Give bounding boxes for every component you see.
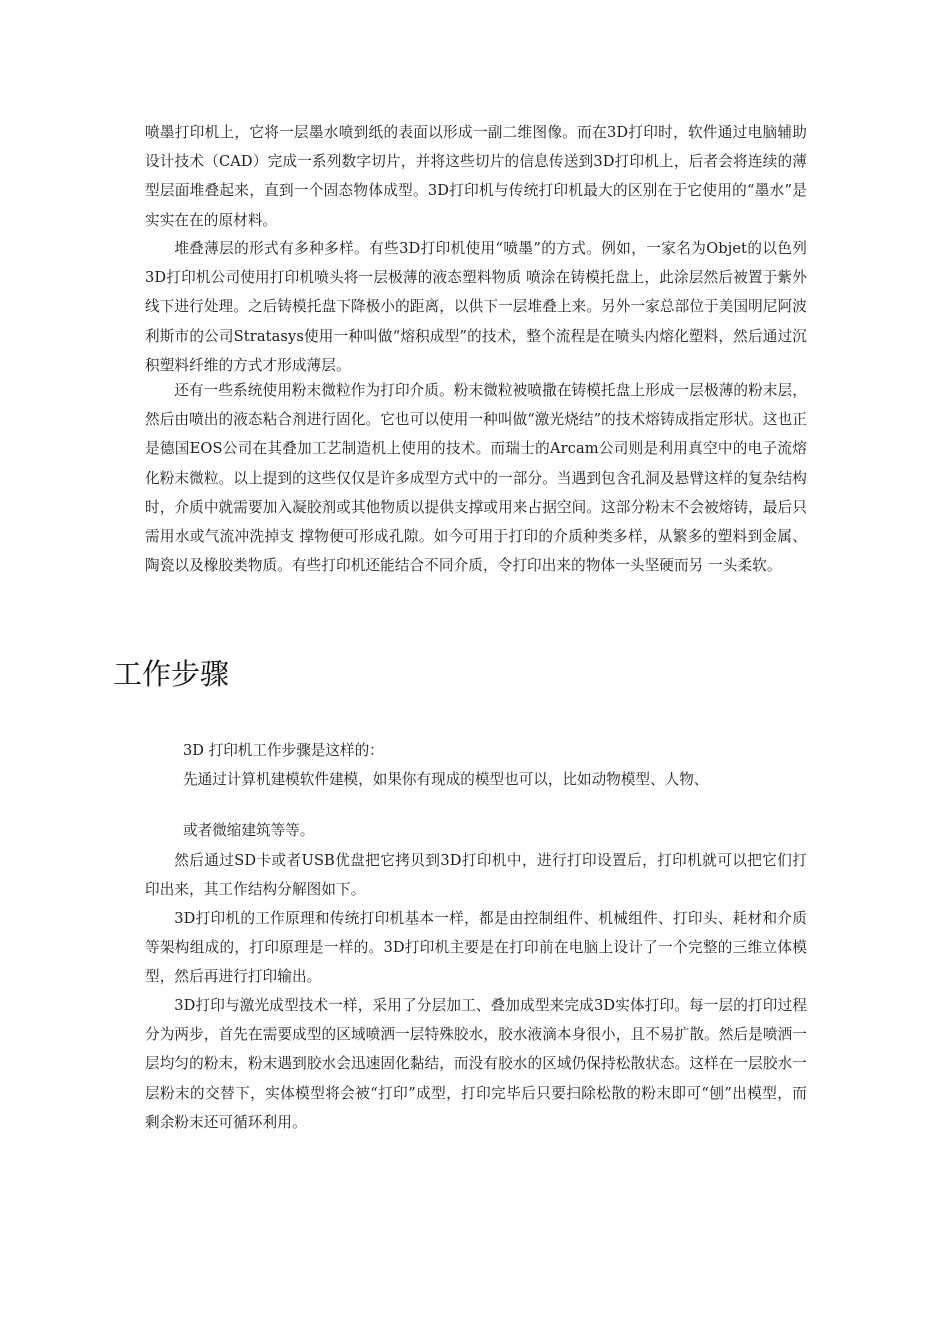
section-heading-work-steps: 工作步骤 — [113, 657, 230, 691]
paragraph-copy-to-printer: 然后通过SD卡或者USB优盘把它拷贝到3D打印机中，进行打印设置后，打印机就可以把它们打印出来，其工作结构分解图如下。 — [145, 852, 807, 899]
paragraph-working-principle: 3D打印机的工作原理和传统打印机基本一样，都是由控制组件、机械组件、打印头、耗材和介质等架构组成的，打印原理是一样的。3D打印机主要是在打印前在电脑上设计了一个完整的三维立体模型，然后再进行打印输出。 — [145, 910, 807, 986]
paragraph-layered-printing: 3D打印与激光成型技术一样，采用了分层加工、叠加成型来完成3D实体打印。每一层的打印过程分为两步，首先在需要成型的区域喷洒一层特殊胶水，胶水液滴本身很小，且不易扩散。然后是喷洒一层均匀的粉末，粉末遇到胶水会迅速固化黏结，而没有胶水的区域仍保持松散状态。这样在一层胶水一层粉末的交替下，实体模型将会被“打印”成型，打印完毕后只要扫除松散的粉末即可“刨”出模型，而剩余粉末还可循环利用。 — [145, 997, 807, 1131]
paragraph-layering-methods: 堆叠薄层的形式有多种多样。有些3D打印机使用“喷墨”的方式。例如，一家名为Objet的以色列3D打印机公司使用打印机喷头将一层极薄的液态塑料物质 喷涂在铸模托盘上，此涂层然后被置于紫外线下进行处理。之后铸模托盘下降极小的距离，以供下一层堆叠上来。另外一家总部位于美国明尼阿波利斯市的公司Stratasys使用一种叫做“熔积成型”的技术，整个流程是在喷头内熔化塑料，然后通过沉积塑料纤维的方式才形成薄层。 — [145, 240, 807, 374]
steps-modeling-line: 先通过计算机建模软件建模，如果你有现成的模型也可以，比如动物模型、人物、 — [183, 771, 709, 788]
steps-modeling-continuation: 或者微缩建筑等等。 — [183, 822, 315, 839]
steps-intro-line: 3D 打印机工作步骤是这样的： — [183, 742, 384, 759]
paragraph-inkjet-comparison: 喷墨打印机上，它将一层墨水喷到纸的表面以形成一副二维图像。而在3D打印时，软件通过电脑辅助设计技术（CAD）完成一系列数字切片，并将这些切片的信息传送到3D打印机上，后者会将连续的薄型层面堆叠起来，直到一个固态物体成型。3D打印机与传统打印机最大的区别在于它使用的“墨水”是实实在在的原材料。 — [145, 124, 807, 229]
paragraph-powder-systems: 还有一些系统使用粉末微粒作为打印介质。粉末微粒被喷撒在铸模托盘上形成一层极薄的粉末层，然后由喷出的液态粘合剂进行固化。它也可以使用一种叫做“激光烧结”的技术熔铸成指定形状。这也正是德国EOS公司在其叠加工艺制造机上使用的技术。而瑞士的Arcam公司则是利用真空中的电子流熔化粉末微粒。以上提到的这些仅仅是许多成型方式中的一部分。当遇到包含孔洞及悬臂这样的复杂结构时，介质中就需要加入凝胶剂或其他物质以提供支撑或用来占据空间。这部分粉末不会被熔铸，最后只需用水或气流冲洗掉支 撑物便可形成孔隙。如今可用于打印的介质种类多样，从繁多的塑料到金属、陶瓷以及橡胶类物质。有些打印机还能结合不同介质，令打印出来的物体一头坚硬而另 一头柔软。 — [145, 382, 807, 575]
